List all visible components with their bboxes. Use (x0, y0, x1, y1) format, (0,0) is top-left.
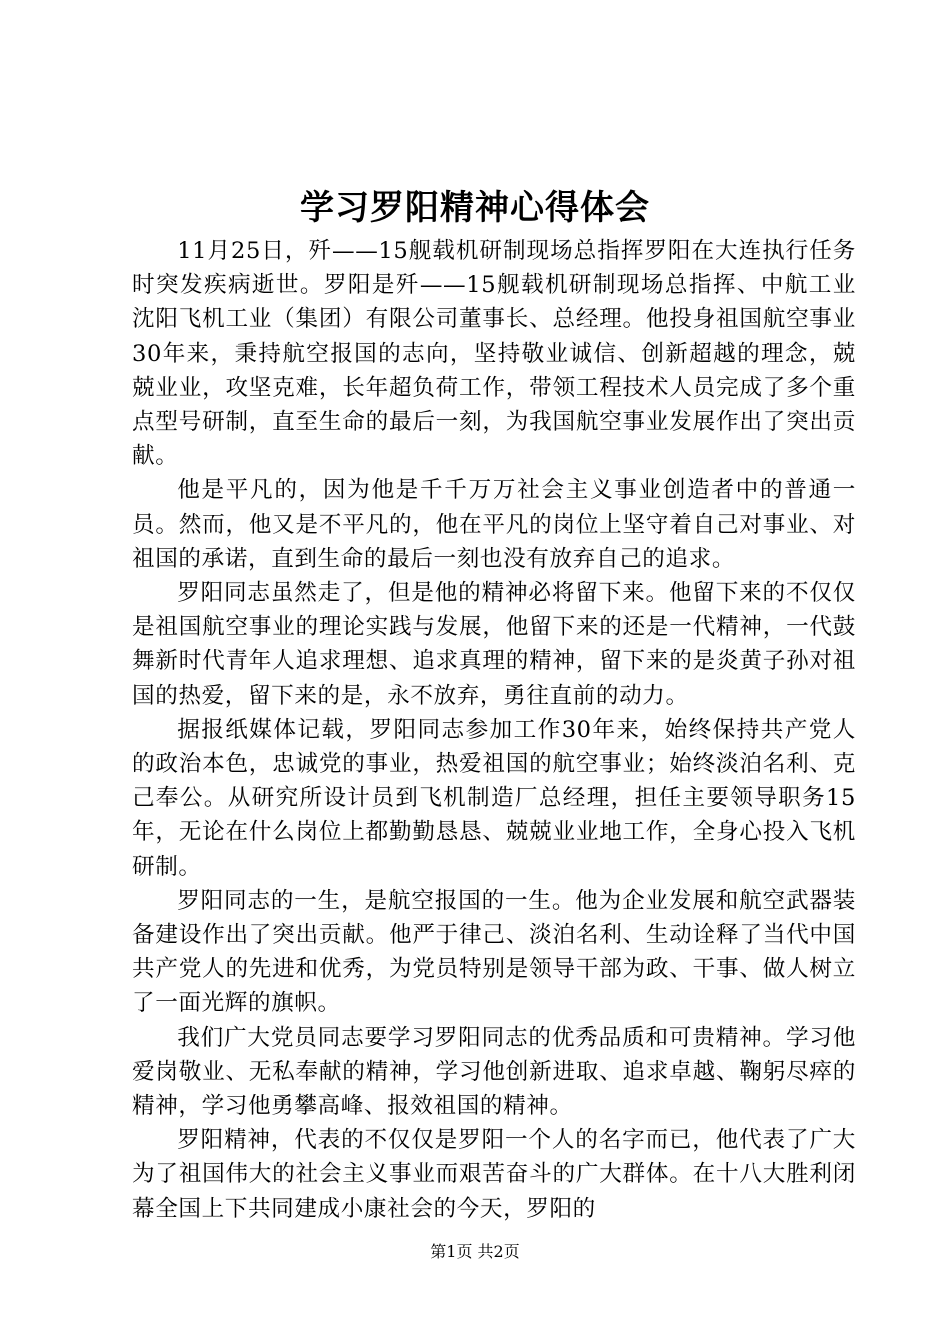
paragraph: 我们广大党员同志要学习罗阳同志的优秀品质和可贵精神。学习他爱岗敬业、无私奉献的精神，学习他创新进取、追求卓越、鞠躬尽瘁的精神，学习他勇攀高峰、报效祖国的精神。 (132, 1024, 856, 1120)
paragraph: 罗阳精神，代表的不仅仅是罗阳一个人的名字而已，他代表了广大为了祖国伟大的社会主义事业而艰苦奋斗的广大群体。在十八大胜利闭幕全国上下共同建成小康社会的今天，罗阳的 (132, 1127, 856, 1222)
paragraph: 据报纸媒体记载，罗阳同志参加工作30年来，始终保持共产党人的政治本色，忠诚党的事业，热爱祖国的航空事业；始终淡泊名利、克己奉公。从研究所设计员到飞机制造厂总经理，担任主要领导职务15年，无论在什么岗位上都勤勤恳恳、兢兢业业地工作，全身心投入飞机研制。 (132, 716, 856, 880)
paragraph: 他是平凡的，因为他是千千万万社会主义事业创造者中的普通一员。然而，他又是不平凡的，他在平凡的岗位上坚守着自己对事业、对祖国的承诺，直到生命的最后一刻也没有放弃自己的追求。 (132, 477, 856, 572)
paragraph: 罗阳同志的一生，是航空报国的一生。他为企业发展和航空武器装备建设作出了突出贡献。他严于律己、淡泊名利、生动诠释了当代中国共产党人的先进和优秀，为党员特别是领导干部为政、干事、做人树立了一面光辉的旗帜。 (132, 887, 856, 1017)
document-body (132, 234, 856, 1226)
document-title: 学习罗阳精神心得体会 (300, 188, 650, 228)
page-footer: 第1页 共2页 (430, 1242, 520, 1261)
paragraph: 11月25日，歼——15舰载机研制现场总指挥罗阳在大连执行任务时突发疾病逝世。罗阳是歼——15舰载机研制现场总指挥、中航工业沈阳飞机工业（集团）有限公司董事长、总经理。他投身祖国航空事业30年来，秉持航空报国的志向，坚持敬业诚信、创新超越的理念，兢兢业业，攻坚克难，长年超负荷工作，带领工程技术人员完成了多个重点型号研制，直至生命的最后一刻，为我国航空事业发展作出了突出贡献。 (132, 238, 856, 470)
paragraph: 罗阳同志虽然走了，但是他的精神必将留下来。他留下来的不仅仅是祖国航空事业的理论实践与发展，他留下来的还是一代精神，一代鼓舞新时代青年人追求理想、追求真理的精神，留下来的是炎黄子孙对祖国的热爱，留下来的是，永不放弃，勇往直前的动力。 (132, 580, 856, 709)
